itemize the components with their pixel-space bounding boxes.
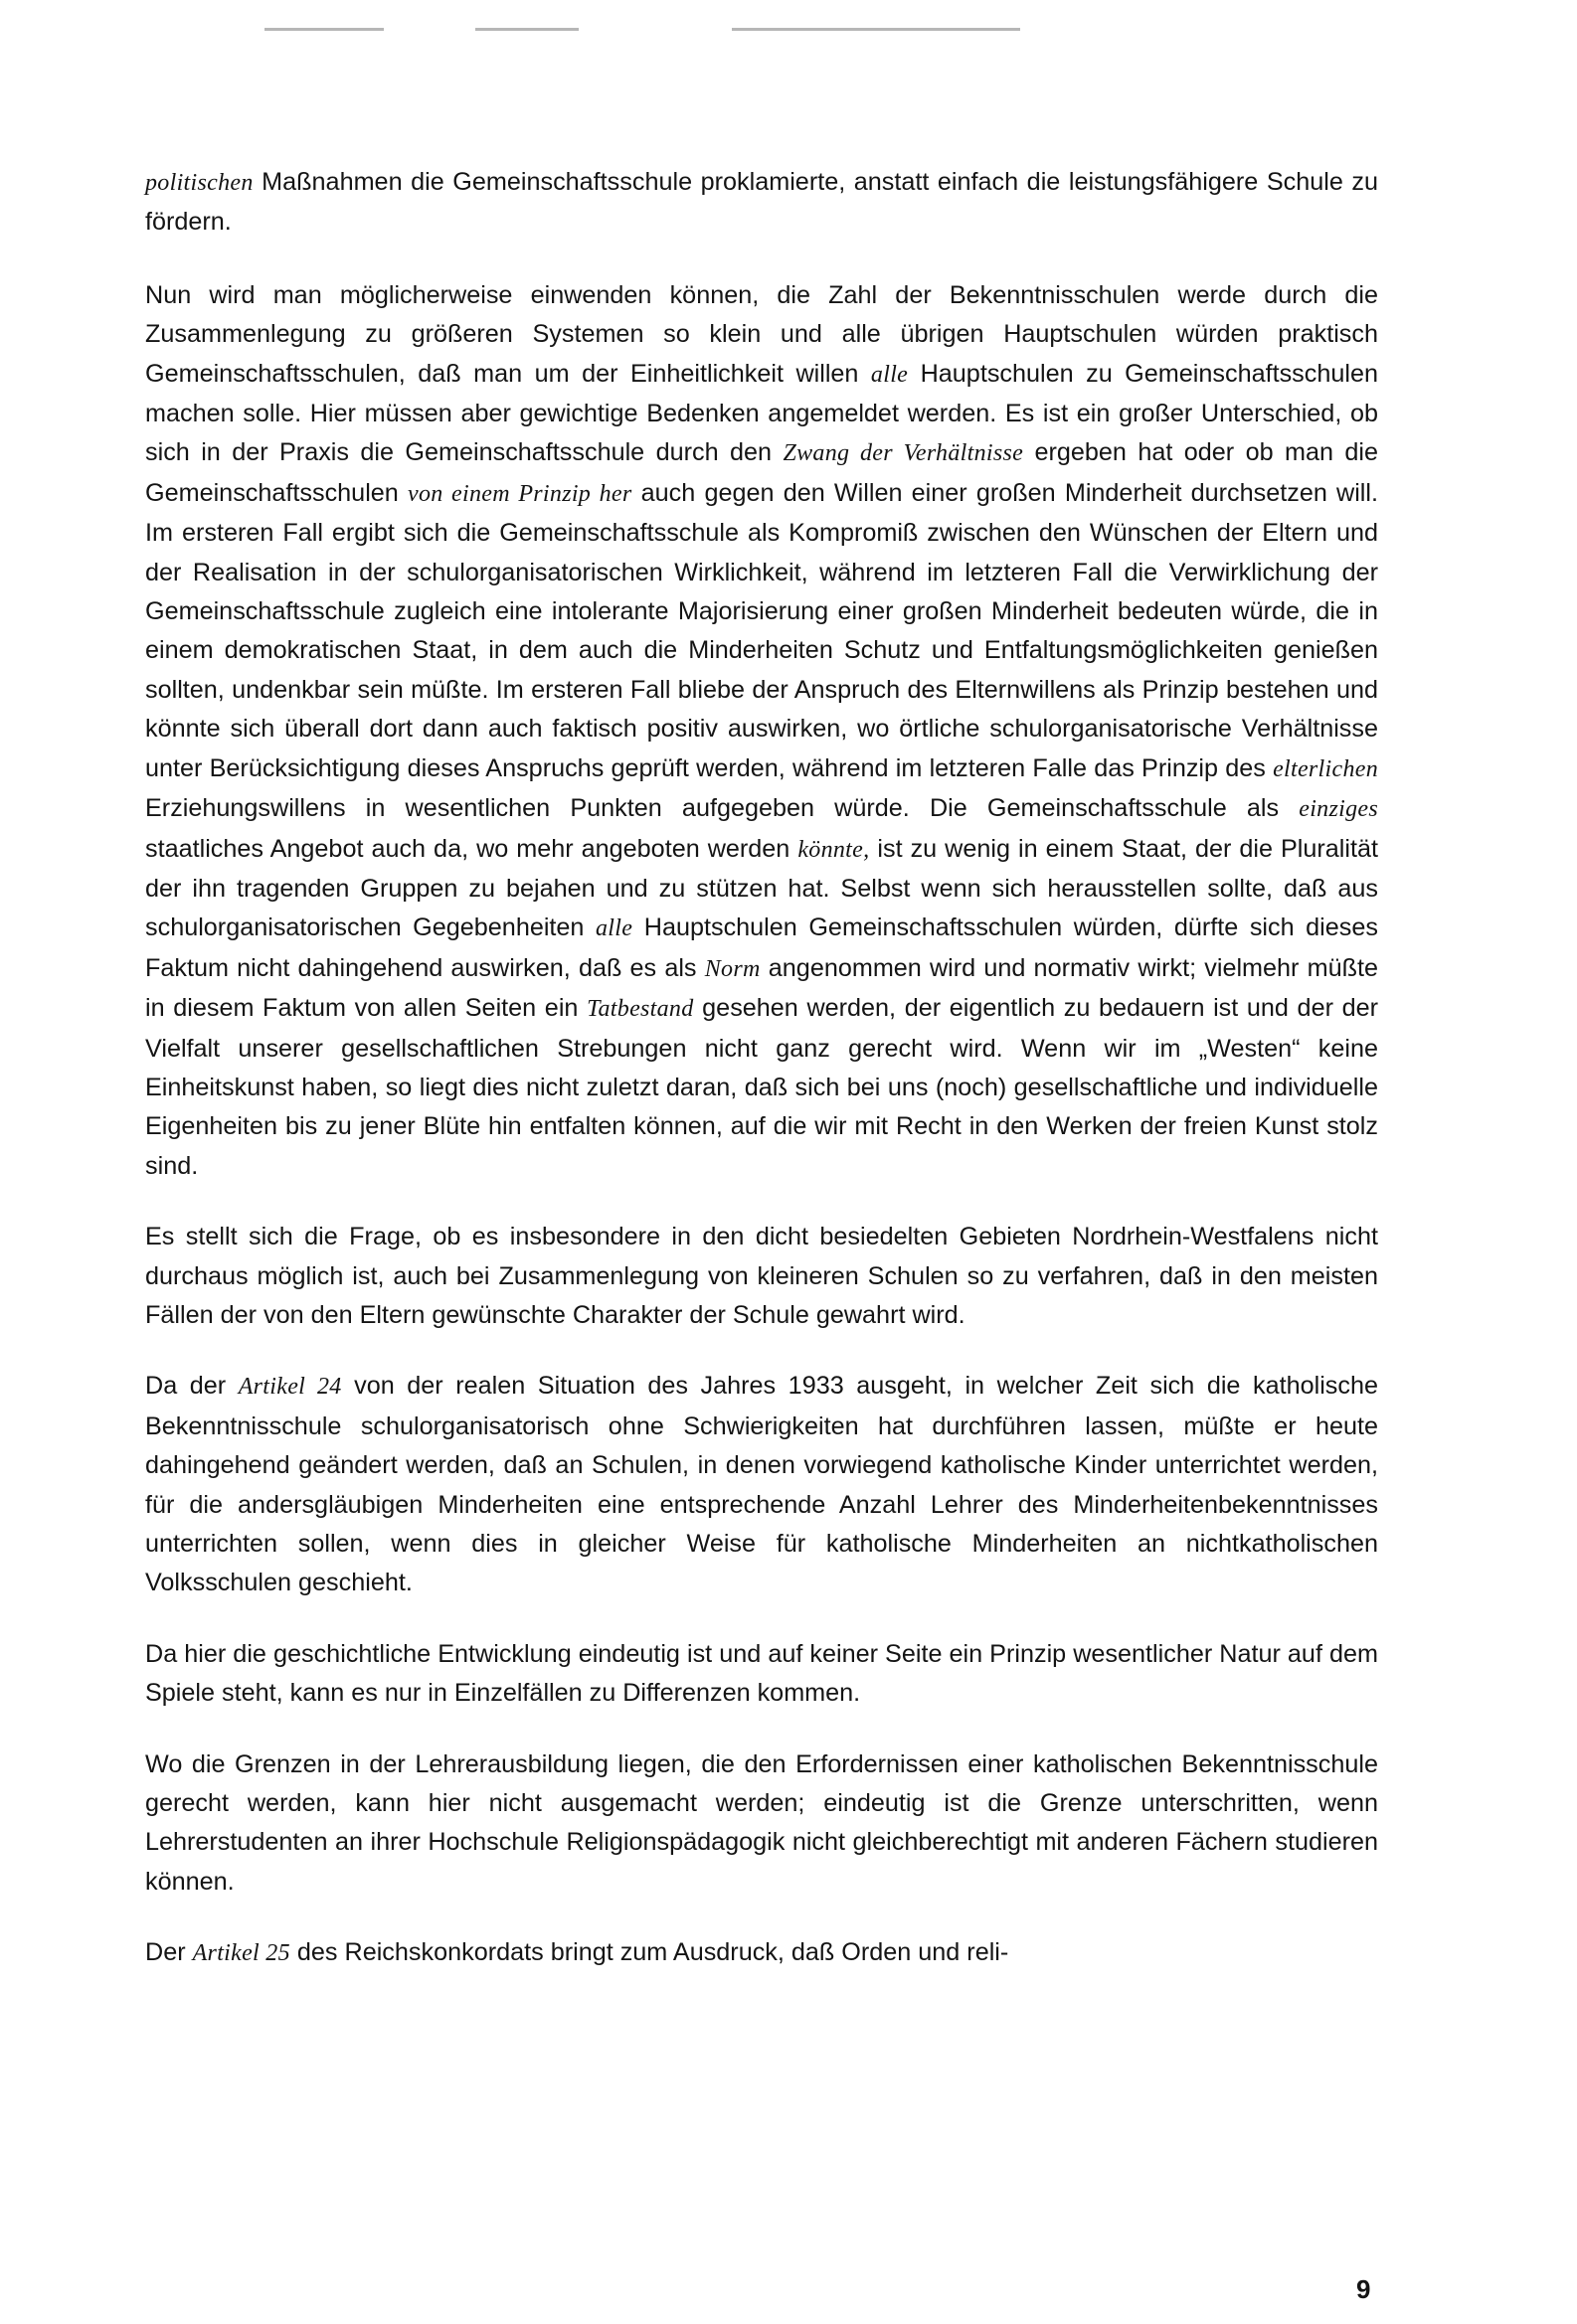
text-run: angenommen wird und normativ wirkt; vielmehr müßte in diesem Faktum von allen Seiten ein <box>145 953 1379 1023</box>
emphasis: Tatbestand <box>587 996 694 1023</box>
emphasis: Artikel 24 <box>238 1374 342 1401</box>
paragraph-6 <box>145 1745 1378 1903</box>
text-run: staatliches Angebot auch da, wo mehr angeboten werden <box>145 834 798 863</box>
text-run: Wo die Grenzen in der Lehrerausbildung liegen, die den Erfordernissen einer katholischen Bekenntnisschule gerecht werden, kann hier nicht ausgemacht werden; eindeutig ist die Grenze unterschritten, wenn Lehrerstudenten an ihrer Hochschule Religionspädagogik nicht gleichberechtigt mit anderen Fächern studieren können. <box>145 1749 1378 1896</box>
text-run: Nun wird man möglicherweise einwenden können, die Zahl der Bekenntnisschulen werde durch die Zusammenlegung zu größeren Systemen so klein und alle übrigen Hauptschulen würden praktisch Gemeinschaftsschulen, daß man um der Einheitlichkeit willen <box>145 280 1378 388</box>
paragraph-5 <box>145 1635 1378 1714</box>
document-page <box>145 0 1378 2324</box>
page-number: 9 <box>1356 2274 1371 2304</box>
paragraph-7 <box>145 1933 1378 1973</box>
emphasis: Zwang der Verhältnisse <box>783 440 1024 467</box>
emphasis: elterlichen <box>1273 755 1378 782</box>
text-run: gesehen werden, der eigentlich zu bedauern ist und der der Vielfalt unserer gesellschaftlichen Strebungen nicht ganz gerecht wird. Wenn wir im „Westen“ keine Einheitskunst haben, so liegt dies nicht zuletzt daran, daß sich bei uns (noch) gesellschaftliche und individuelle Eigenheiten bis zu jener Blüte hin entfalten können, auf die wir mit Recht in den Werken der freien Kunst stolz sind. <box>145 994 1378 1180</box>
text-run: Es stellt sich die Frage, ob es insbesondere in den dicht besiedelten Gebieten Nordrhein-Westfalens nicht durchaus möglich ist, auch bei Zusammenlegung von kleineren Schulen so zu verfahren, daß in den meisten Fällen der von den Eltern gewünschte Charakter der Schule gewahrt wird. <box>145 1223 1378 1329</box>
emphasis: einziges <box>1299 796 1378 823</box>
emphasis: von einem Prinzip her <box>408 480 632 507</box>
emphasis: Artikel 25 <box>192 1940 290 1967</box>
text-run: ergeben hat oder ob man die Gemeinschaftsschulen <box>145 438 1378 507</box>
text-run: des Reichskonkordats bringt zum Ausdruck, daß Orden und reli- <box>289 1938 1009 1967</box>
emphasis: Norm <box>704 955 761 982</box>
text-run: auch gegen den Willen einer großen Minderheit durchsetzen will. Im ersteren Fall ergibt sich die Gemeinschaftsschule als Kompromiß zwischen den Wünschen der Eltern und der Realisation in der schulorganisatorischen Wirklichkeit, während im letzteren Fall die Verwirklichung der Gemeinschaftsschule zugleich eine intolerante Majorisierung einer großen Minderheit bedeuten würde, die in einem demokratischen Staat, in dem auch die Minderheiten Schutz und Entfaltungsmöglichkeiten genießen sollten, undenkbar sein müßte. Im ersteren Fall bliebe der Anspruch des Elternwillens als Prinzip bestehen und könnte sich überall dort dann auch faktisch positiv auswirken, wo örtliche schulorganisatorische Verhältnisse unter Berücksichtigung dieses Anspruchs geprüft werden, während im letzteren Falle das Prinzip des <box>145 478 1378 782</box>
paragraph-2 <box>145 276 1378 1186</box>
text-run: Hauptschulen Gemeinschaftsschulen würden, dürfte sich dieses Faktum nicht dahingehend auswirken, daß es als <box>145 913 1378 982</box>
text-run: Erziehungswillens in wesentlichen Punkten aufgegeben würde. Die Gemeinschaftsschule als <box>145 794 1300 823</box>
paragraph-4 <box>145 1367 1378 1602</box>
scan-header-marks <box>264 28 1358 38</box>
emphasis: politischen <box>145 170 254 196</box>
body-text <box>145 163 1378 2006</box>
text-run: Maßnahmen die Gemeinschaftsschule proklamierte, anstatt einfach die leistungsfähigere Schule zu fördern. <box>145 168 1378 237</box>
emphasis: könnte, <box>797 836 870 863</box>
text-run: Hauptschulen zu Gemeinschaftsschulen machen solle. Hier müssen aber gewichtige Bedenken angemeldet werden. Es ist ein großer Unterschied, ob sich in der Praxis die Gemeinschaftsschule durch den <box>145 359 1378 467</box>
paragraph-3 <box>145 1218 1378 1335</box>
text-run: ist zu wenig in einem Staat, der die Pluralität der ihn tragenden Gruppen zu bejahen und zu stützen hat. Selbst wenn sich herausstellen sollte, daß aus schulorganisatorischen Gegebenheiten <box>145 834 1378 942</box>
emphasis: alle <box>596 915 633 942</box>
text-run: Da hier die geschichtliche Entwicklung eindeutig ist und auf keiner Seite ein Prinzip wesentlicher Natur auf dem Spiele steht, kann es nur in Einzelfällen zu Differenzen kommen. <box>145 1639 1378 1708</box>
text-run: Da der <box>145 1372 239 1401</box>
paragraph-1 <box>145 163 1378 243</box>
text-run: von der realen Situation des Jahres 1933 ausgeht, in welcher Zeit sich die katholische Bekenntnisschule schulorganisatorisch ohne Schwierigkeiten hat durchführen lassen, müßte er heute dahingehend geändert werden, daß an Schulen, in denen vorwiegend katholische Kinder unterrichtet werden, für die andersgläubigen Minderheiten eine entsprechende Anzahl Lehrer des Minderheitenbekenntnisses unterrichten sollen, wenn dies in gleicher Weise für katholische Minderheiten an nichtkatholischen Volksschulen geschieht. <box>145 1372 1378 1597</box>
text-run: Der <box>145 1938 193 1967</box>
emphasis: alle <box>870 361 909 388</box>
